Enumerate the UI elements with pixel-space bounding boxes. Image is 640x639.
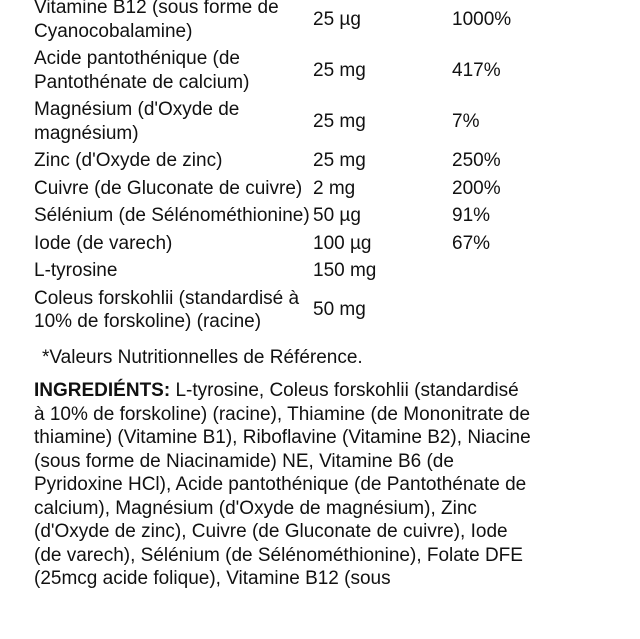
nutrient-name: Vitamine B12 (sous forme de Cyanocobalamine) bbox=[34, 0, 279, 42]
table-row bbox=[34, 45, 554, 96]
ingredients-text: L-tyrosine, Coleus forskohlii (standardisé à 10% de forskoline) (racine), Thiamine (de Mononitrate de thiamine) (Vitamine B1), Riboflavine (Vitamine B2), Niacine (sous forme de Niacinamide) NE, Vitamine B6 (de Pyridoxine HCl), Acide pantothénique (de Pantothénate de calcium), Magnésium (d'Oxyde de magnésium), Zinc (d'Oxyde de zinc), Cuivre (de Gluconate de cuivre), Iode (de varech), Sélénium (de Sélénométhionine), Folate DFE (25mcg acide folique), Vitamine B12 (sous bbox=[34, 380, 531, 589]
reference-values-footnote: *Valeurs Nutritionnelles de Référence. bbox=[42, 346, 363, 368]
nutrient-name: Coleus forskohlii (standardisé à 10% de forskoline) (racine) bbox=[34, 287, 300, 332]
nutrient-name: Cuivre (de Gluconate de cuivre) bbox=[34, 177, 303, 199]
nutrient-amount: 25 mg bbox=[313, 150, 366, 171]
table-row bbox=[34, 202, 554, 230]
nutrient-amount: 50 µg bbox=[313, 205, 361, 226]
nutrient-amount: 100 µg bbox=[313, 232, 372, 254]
nutrient-percent: 7% bbox=[452, 110, 480, 132]
nutrient-percent bbox=[452, 285, 554, 336]
table-row bbox=[34, 147, 554, 175]
nutrient-percent: 200% bbox=[452, 177, 501, 199]
nutrient-percent bbox=[452, 257, 554, 285]
table-row bbox=[34, 175, 554, 203]
nutrient-name: Acide pantothénique (de Pantothénate de calcium) bbox=[34, 48, 250, 93]
table-row bbox=[34, 0, 554, 45]
nutrient-percent: 250% bbox=[452, 150, 501, 171]
ingredients-paragraph bbox=[34, 379, 534, 591]
table-row bbox=[34, 257, 554, 285]
nutrient-percent: 67% bbox=[452, 232, 491, 254]
nutrient-amount: 2 mg bbox=[313, 177, 356, 199]
table-row bbox=[34, 96, 554, 147]
nutrient-name: Magnésium (d'Oxyde de magnésium) bbox=[34, 99, 240, 144]
nutrient-percent: 91% bbox=[452, 205, 491, 226]
nutrient-amount: 25 µg bbox=[313, 8, 361, 30]
nutrient-name: Zinc (d'Oxyde de zinc) bbox=[34, 150, 223, 171]
nutrient-name: Sélénium (de Sélénométhionine) bbox=[34, 205, 310, 226]
nutrient-amount: 50 mg bbox=[313, 299, 366, 321]
nutrient-amount: 25 mg bbox=[313, 59, 366, 81]
nutrient-amount: 25 mg bbox=[313, 110, 366, 132]
table-row bbox=[34, 230, 554, 258]
ingredients-label: INGREDIÉNTS: bbox=[34, 380, 171, 401]
nutrient-name: Iode (de varech) bbox=[34, 232, 173, 254]
nutrition-table bbox=[34, 0, 554, 336]
nutrient-name: L-tyrosine bbox=[34, 260, 118, 281]
nutrient-amount: 150 mg bbox=[313, 260, 377, 281]
table-row bbox=[34, 285, 554, 336]
nutrient-percent: 417% bbox=[452, 59, 501, 81]
nutrient-percent: 1000% bbox=[452, 8, 512, 30]
